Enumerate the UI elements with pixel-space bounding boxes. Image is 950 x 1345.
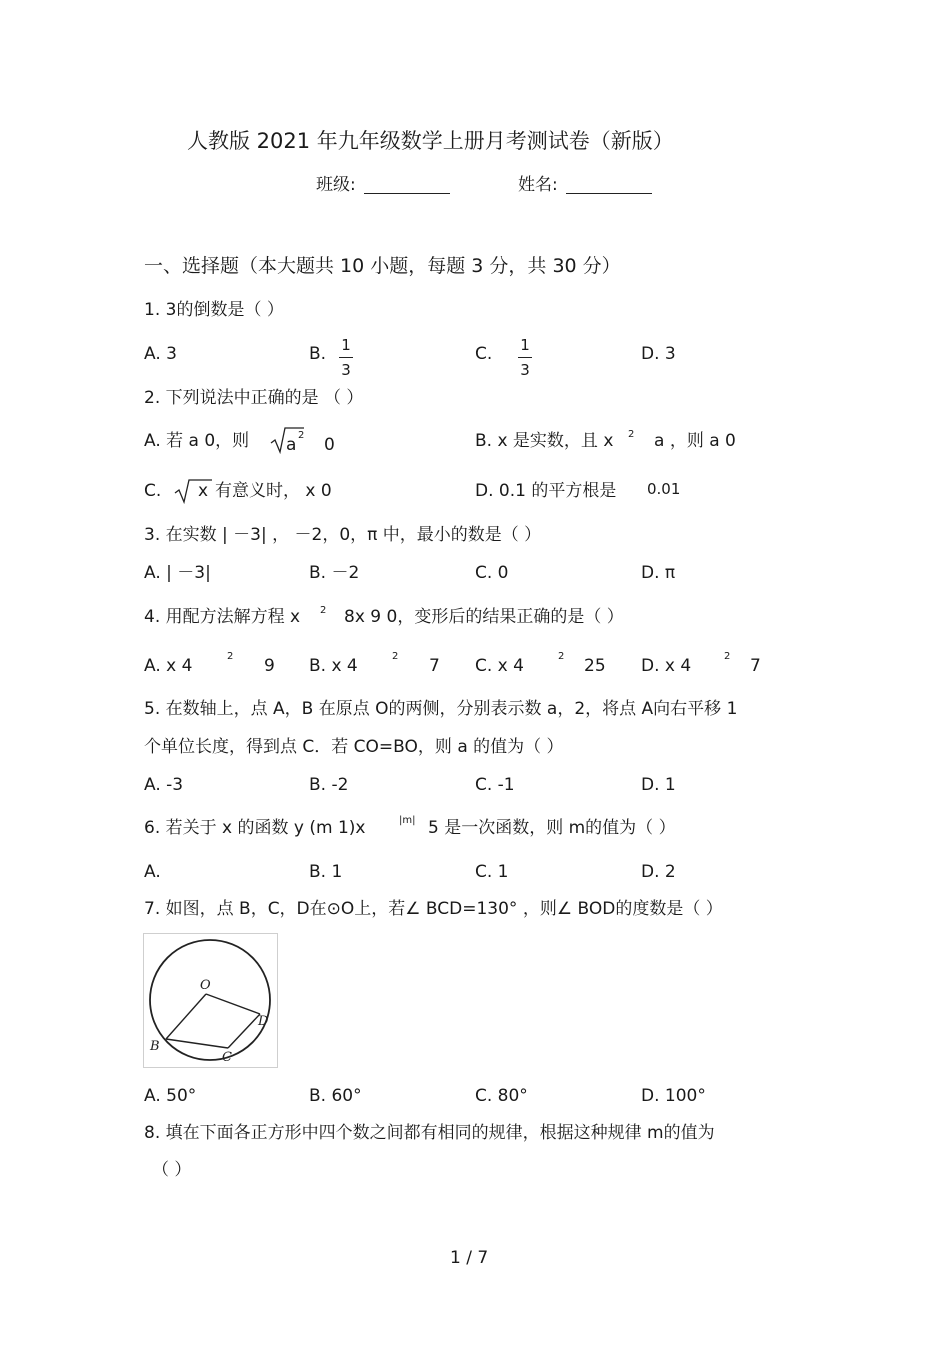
q4-stem-tail: 8x 9 0，变形后的结果正确的是（ ） xyxy=(344,607,624,627)
label-o: O xyxy=(200,978,211,993)
q5-option-a: A. -3 xyxy=(144,775,184,795)
class-label: 班级: xyxy=(316,175,356,195)
question-3-stem: 3. 在实数 | －3| ， －2，0，π 中，最小的数是（ ） xyxy=(144,525,542,545)
segment-cd xyxy=(228,1014,260,1048)
question-8-line-2: （ ） xyxy=(152,1160,192,1180)
q2-d-tail: 0.01 xyxy=(647,480,681,498)
q1-option-d: D. 3 xyxy=(641,344,676,364)
q4-d-rhs: 7 xyxy=(750,656,761,676)
q6-exponent: |m| xyxy=(399,815,416,826)
question-1-stem: 1. 3的倒数是（ ） xyxy=(144,300,284,320)
name-blank xyxy=(566,176,652,194)
q2-b-exponent: 2 xyxy=(628,429,635,440)
q4-option-d: D. x 4 xyxy=(641,656,692,676)
question-6-stem: 6. 若关于 x 的函数 y (m 1)x xyxy=(144,818,366,838)
label-b: B xyxy=(150,1039,160,1054)
q3-option-d: D. π xyxy=(641,563,676,583)
q4-option-a: A. x 4 xyxy=(144,656,193,676)
label-c: C xyxy=(222,1050,232,1065)
section-heading: 一、选择题（本大题共 10 小题，每题 3 分，共 30 分） xyxy=(144,255,621,277)
q7-option-d: D. 100° xyxy=(641,1086,706,1106)
question-8-line-1: 8. 填在下面各正方形中四个数之间都有相同的规律，根据这种规律 m的值为 xyxy=(144,1123,715,1143)
q1-c-fraction: 1 3 xyxy=(518,336,532,379)
q5-option-b: B. -2 xyxy=(309,775,349,795)
q3-option-c: C. 0 xyxy=(475,563,509,583)
q1-option-b: B. xyxy=(309,344,327,364)
question-2-stem: 2. 下列说法中正确的是 （ ） xyxy=(144,388,364,408)
q4-c-exponent: 2 xyxy=(558,651,565,662)
q3-option-b: B. －2 xyxy=(309,563,360,583)
circle-figure xyxy=(143,933,278,1068)
q6-option-b: B. 1 xyxy=(309,862,343,882)
page-number: 1 / 7 xyxy=(450,1248,489,1268)
segment-od xyxy=(206,994,260,1014)
q2-option-c: C. xyxy=(144,481,162,501)
circle-o xyxy=(150,940,270,1060)
q2-a-tail: 0 xyxy=(324,435,335,455)
q5-option-c: C. -1 xyxy=(475,775,515,795)
q2-option-a: A. 若 a 0，则 xyxy=(144,431,250,451)
q2-b-tail: a ，则 a 0 xyxy=(654,431,736,451)
q1-b-fraction: 1 3 xyxy=(339,336,353,379)
q6-option-c: C. 1 xyxy=(475,862,509,882)
q7-option-b: B. 60° xyxy=(309,1086,362,1106)
class-field xyxy=(316,176,450,194)
q3-option-a: A. | －3| xyxy=(144,563,211,583)
q2-option-d: D. 0.1 的平方根是 xyxy=(475,481,617,501)
question-7-stem: 7. 如图，点 B，C，D在⊙O上，若∠ BCD=130° ，则∠ BOD的度数是（ ） xyxy=(144,899,723,919)
q2-a-exponent: 2 xyxy=(298,430,305,441)
segment-ob xyxy=(166,994,206,1039)
q7-option-c: C. 80° xyxy=(475,1086,528,1106)
q4-option-b: B. x 4 xyxy=(309,656,358,676)
segment-bc xyxy=(166,1039,228,1048)
question-5-line-2: 个单位长度，得到点 C．若 CO=BO，则 a 的值为（ ） xyxy=(144,737,564,757)
q2-a-radicand: a xyxy=(286,435,297,455)
question-5-line-1: 5. 在数轴上，点 A，B 在原点 O的两侧，分别表示数 a，2，将点 A向右平移 1 xyxy=(144,699,738,719)
label-d: D xyxy=(258,1014,269,1029)
class-blank xyxy=(364,176,450,194)
q2-option-b: B. x 是实数，且 x xyxy=(475,431,614,451)
q4-b-rhs: 7 xyxy=(429,656,440,676)
q4-exponent: 2 xyxy=(320,605,327,616)
q4-c-rhs: 25 xyxy=(584,656,606,676)
q4-d-exponent: 2 xyxy=(724,651,731,662)
question-4-stem: 4. 用配方法解方程 x xyxy=(144,607,301,627)
name-field xyxy=(518,176,652,194)
q6-stem-tail: 5 是一次函数，则 m的值为（ ） xyxy=(428,818,676,838)
q4-a-exponent: 2 xyxy=(227,651,234,662)
q2-c-tail: 有意义时， x 0 xyxy=(215,481,332,501)
q6-option-d: D. 2 xyxy=(641,862,676,882)
q4-option-c: C. x 4 xyxy=(475,656,524,676)
q6-option-a: A. xyxy=(144,862,161,882)
name-label: 姓名: xyxy=(518,175,558,195)
page-title: 人教版 2021 年九年级数学上册月考测试卷（新版） xyxy=(187,129,674,153)
q1-option-a: A. 3 xyxy=(144,344,177,364)
q7-option-a: A. 50° xyxy=(144,1086,197,1106)
q2-c-radicand: x xyxy=(198,481,209,501)
q4-b-exponent: 2 xyxy=(392,651,399,662)
q5-option-d: D. 1 xyxy=(641,775,676,795)
q4-a-rhs: 9 xyxy=(264,656,275,676)
q1-option-c: C. xyxy=(475,344,493,364)
